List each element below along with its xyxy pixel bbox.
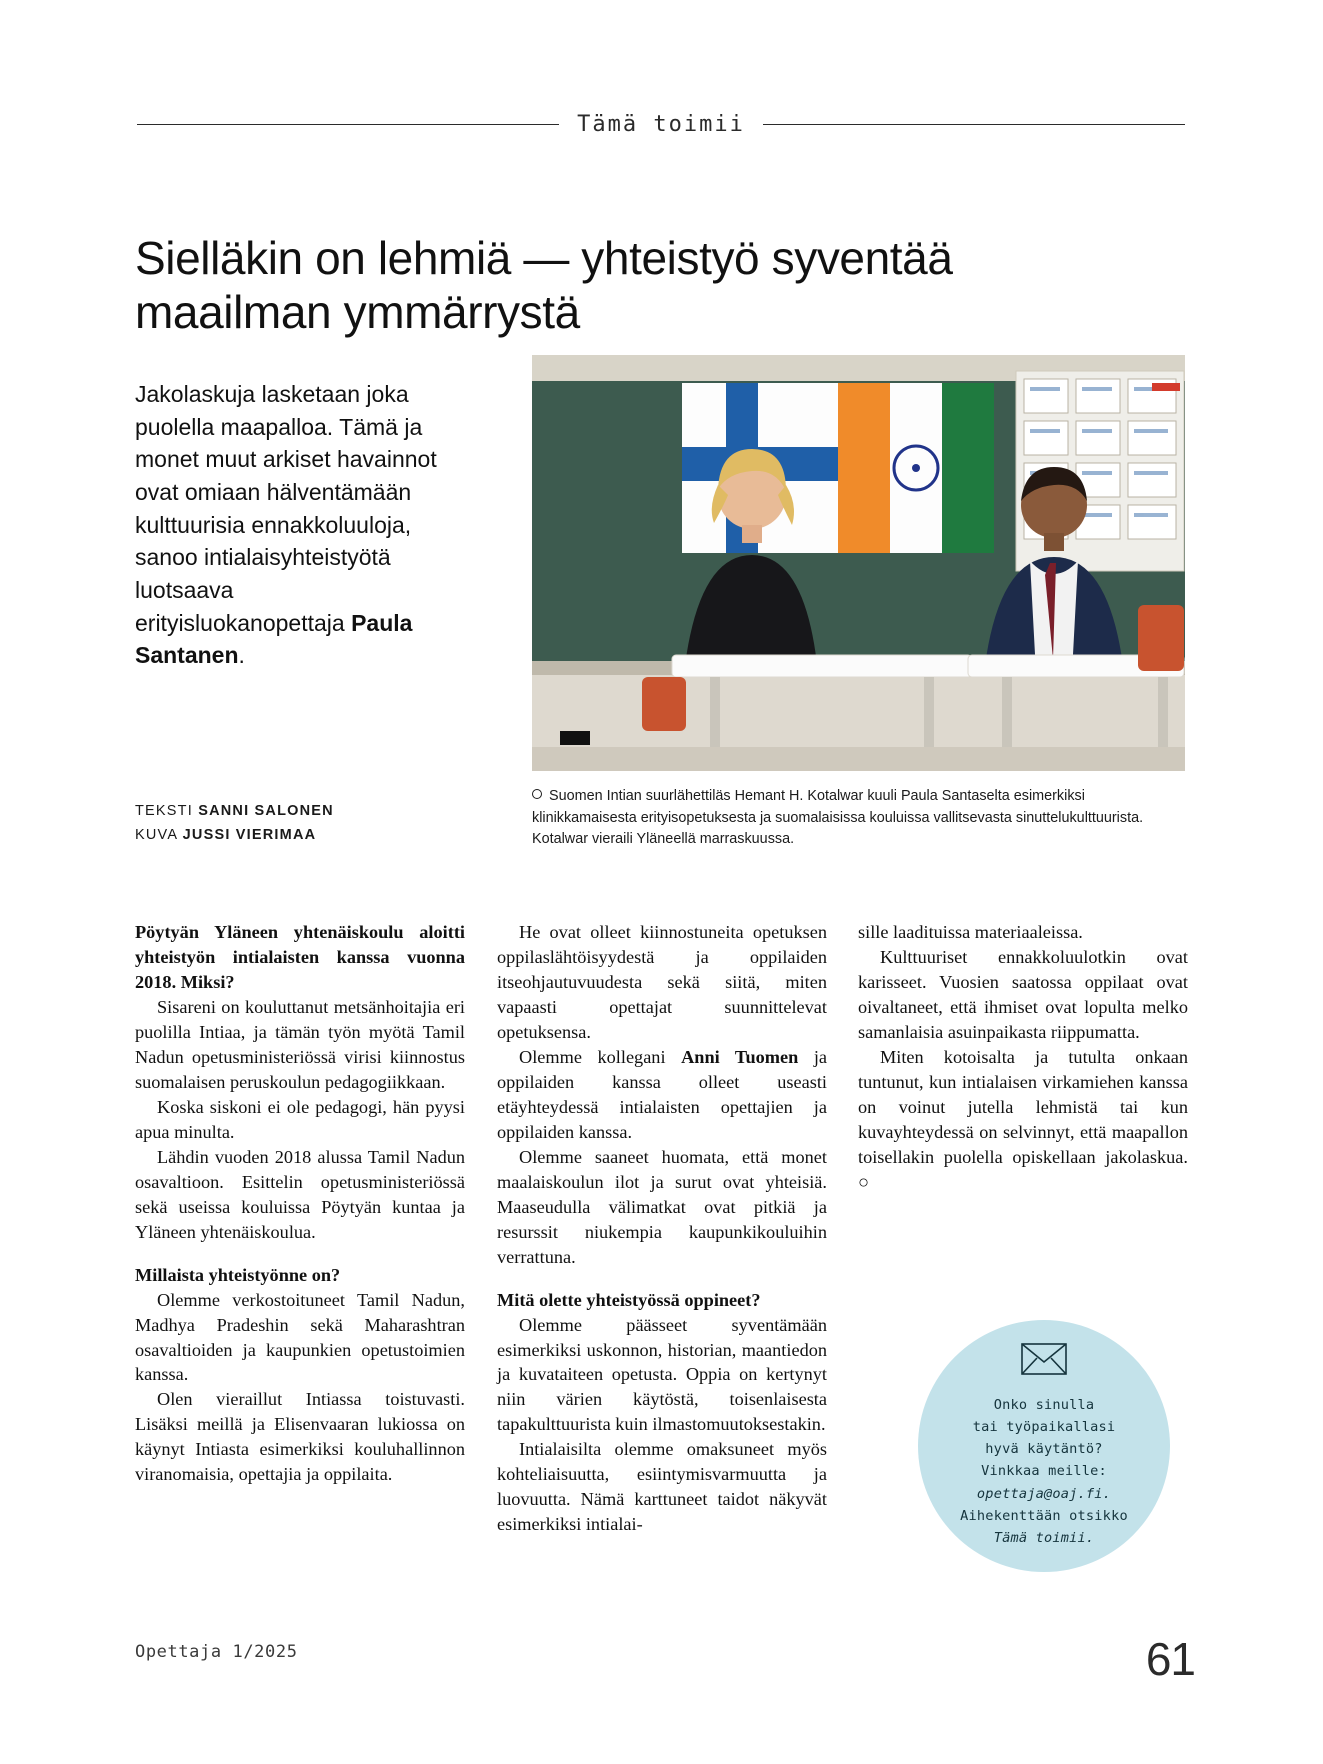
byline xyxy=(135,800,455,848)
issue-label: Opettaja 1/2025 xyxy=(135,1642,298,1662)
paragraph-pre: Olemme kollegani xyxy=(519,1046,682,1067)
ingress-tail: . xyxy=(238,642,245,669)
colleague-name: Anni Tuomen xyxy=(681,1046,799,1067)
paragraph: Olemme saaneet huomata, että monet maalaiskoulun ilot ja surut ovat yhteisiä. Maaseudulla välimatkat ovat pitkiä ja resurssit niukempia kaupunkikouluihin verrattuna. xyxy=(497,1146,827,1267)
byline-text-label: TEKSTI xyxy=(135,803,193,819)
byline-photographer-name: JUSSI VIERIMAA xyxy=(182,826,317,843)
tip-line-3: hyvä käytäntö? xyxy=(985,1441,1103,1458)
byline-photographer xyxy=(135,824,455,848)
tip-line-2: tai työpaikallasi xyxy=(972,1419,1116,1436)
tip-subject: Tämä toimii. xyxy=(993,1529,1095,1546)
article-end-mark: ○ xyxy=(858,1171,870,1192)
photo-caption xyxy=(532,786,1185,851)
classroom-interview-illustration xyxy=(532,355,1185,771)
paragraph: Koska siskoni ei ole pedagogi, hän pyysi apua minulta. xyxy=(135,1096,465,1142)
tip-text xyxy=(960,1394,1128,1548)
paragraph: Lähdin vuoden 2018 alussa Tamil Nadun osavaltioon. Esittelin opetusministeriössä sekä useissa kouluissa Pöytyän kuntaa ja Yläneen yhtenäiskoulua. xyxy=(135,1146,465,1242)
paragraph-with-name xyxy=(497,1045,827,1145)
envelope-icon xyxy=(1021,1343,1067,1380)
paragraph-continued: sille laadituissa materiaaleissa. xyxy=(858,922,1083,942)
question-heading-3: Mitä olette yhteistyössä oppineet? xyxy=(497,1289,761,1310)
paragraph: Kulttuuriset ennakkoluulotkin ovat karisseet. Vuosien saatossa oppilaat ovat oivaltaneet, että ihmiset ovat lopulta melko samanlaisia asuinpaikasta riippumatta. xyxy=(858,946,1188,1042)
question-heading-2: Millaista yhteistyönne on? xyxy=(135,1264,341,1285)
body-column-1 xyxy=(135,920,465,1487)
kicker-rule-left xyxy=(137,124,559,125)
paragraph: Sisareni on kouluttanut metsänhoitajia eri puolilla Intiaa, ja tämän työn myötä Tamil Nadun opetusministeriössä virisi kiinnostus suomalaisen peruskoulun pedagogiikkaan. xyxy=(135,996,465,1092)
caption-text: Suomen Intian suurlähettiläs Hemant H. Kotalwar kuuli Paula Santaselta esimerkiksi klinikkamaisesta erityisopetuksesta ja suomalaisissa kouluissa vallitsevasta sinuttelukulttuurista. Kotalwar vieraili Yläneellä marraskuussa. xyxy=(532,788,1144,848)
paragraph: Olemme päässeet syventämään esimerkiksi uskonnon, historian, maantiedon ja kuvataiteen opetusta. Oppia on kertynyt niin värien käytöstä, toisenlaisesta tapakulttuurista kuin ilmastomuutoksestakin. xyxy=(497,1314,827,1435)
paragraph-post: ja oppilaiden kanssa olleet useasti etäyhteydessä intialaisten opettajien ja oppilaiden kanssa. xyxy=(497,1046,828,1142)
question-heading-1: Pöytyän Yläneen yhtenäiskoulu aloitti yhteistyön intialaisten kanssa vuonna 2018. Miksi? xyxy=(135,922,465,992)
body-column-3 xyxy=(858,920,1188,1195)
page-number: 61 xyxy=(1145,1633,1195,1685)
body-column-2 xyxy=(497,920,827,1537)
paragraph: Intialaisilta olemme omaksuneet myös kohteliaisuutta, esiintymisvarmuutta ja luovuutta. Nämä karttuneet taidot näkyvät esimerkiksi intialai- xyxy=(497,1439,827,1535)
byline-writer xyxy=(135,800,455,824)
tip-email[interactable]: opettaja@oaj.fi. xyxy=(976,1485,1112,1502)
kicker-label: Tämä toimii xyxy=(577,112,745,137)
caption-bullet-icon xyxy=(532,789,542,799)
byline-writer-name: SANNI SALONEN xyxy=(198,803,334,819)
tip-line-6: Aihekenttään otsikko xyxy=(960,1507,1128,1524)
byline-photo-label: KUVA xyxy=(135,826,178,843)
page-title: Sielläkin on lehmiä — yhteistyö syventää maailman ymmärrystä xyxy=(135,231,953,339)
paragraph-final xyxy=(858,1045,1188,1195)
tip-callout xyxy=(918,1320,1170,1572)
ingress-person-name: Paula Santanen xyxy=(135,609,413,669)
paragraph-final-text: Miten kotoisalta ja tutulta onkaan tuntunut, kun intialaisen virkamiehen kanssa on voinut jutella lehmistä tai kun kuvayhteydessä on selvinnyt, että maapallon toisellakin puolella opiskellaan jakolaskua. xyxy=(858,1046,1188,1167)
paragraph: Olemme verkostoituneet Tamil Nadun, Madhya Pradeshin sekä Maharashtran osavaltioiden ja kaupunkien opetustoimien kanssa. xyxy=(135,1289,465,1385)
tip-line-1: Onko sinulla xyxy=(993,1397,1095,1414)
ingress-text: Jakolaskuja lasketaan joka puolella maapalloa. Tämä ja monet muut arkiset havainnot ovat omiaan hälventämään kulttuurisia ennakkoluuloja, sanoo intialaisyhteistyötä luotsaava erityisluokanopettaja xyxy=(135,381,437,636)
tip-line-4: Vinkkaa meille: xyxy=(981,1463,1107,1480)
section-kicker xyxy=(137,112,1185,137)
kicker-rule-right xyxy=(763,124,1185,125)
paragraph: He ovat olleet kiinnostuneita opetuksen oppilaslähtöisyydestä ja oppilaiden itseohjautuvuudesta sekä siitä, miten vapaasti opettajat suunnittelevat opetuksensa. xyxy=(497,922,827,1042)
article-photo xyxy=(532,355,1185,771)
paragraph: Olen vieraillut Intiassa toistuvasti. Lisäksi meillä ja Elisenvaaran lukiossa on käynyt Intiasta esimerkiksi kouluhallinnon viranomaisia, opettajia ja oppilaita. xyxy=(135,1389,465,1485)
ingress-paragraph xyxy=(135,378,440,672)
